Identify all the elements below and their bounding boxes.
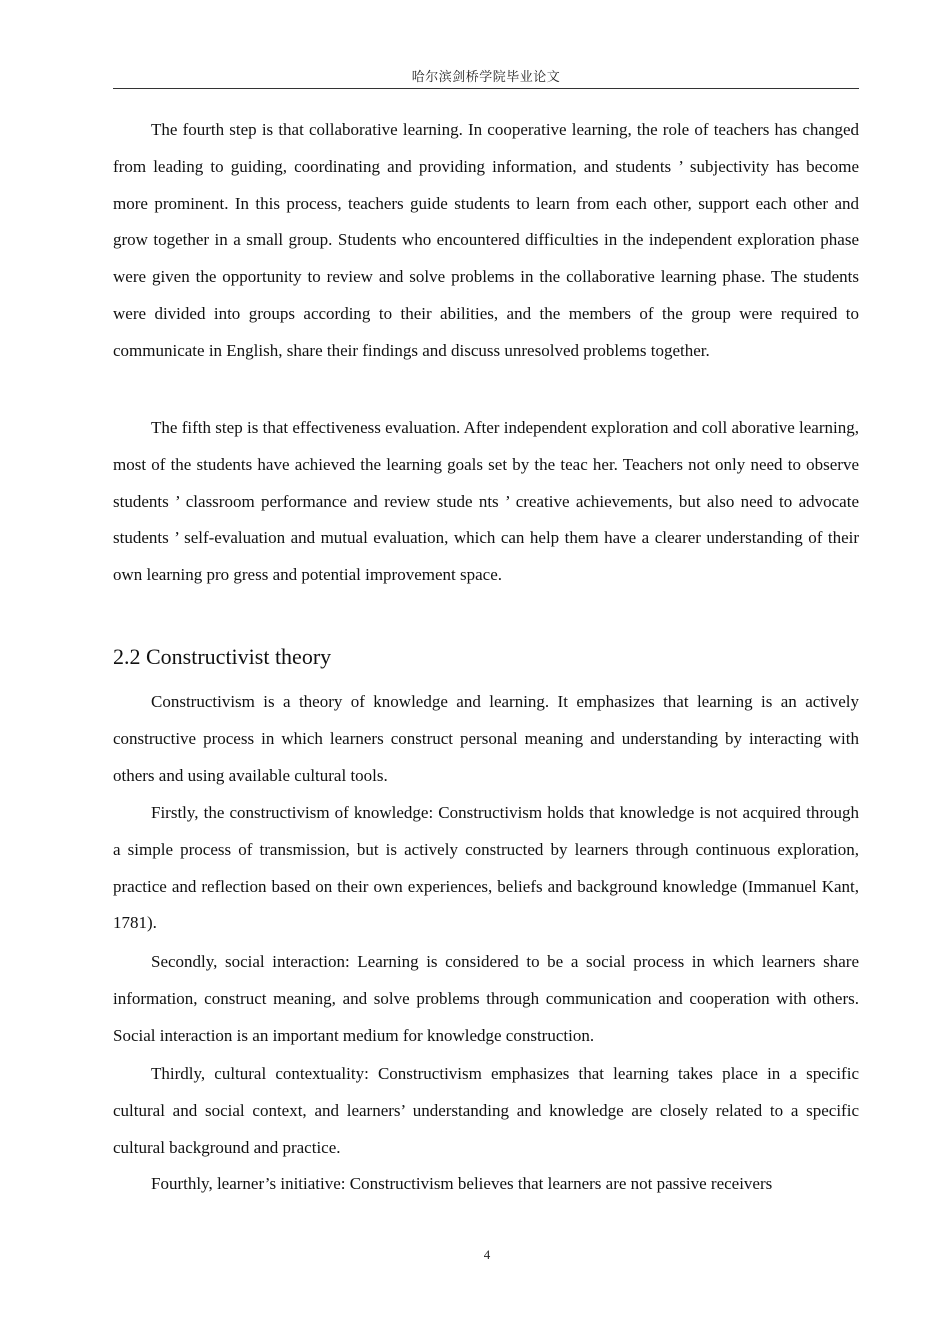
page-header-title: 哈尔滨剑桥学院毕业论文 <box>411 70 561 85</box>
paragraph-fourth-step: The fourth step is that collaborative learning. In cooperative learning, the role of teachers has changed from leading to guiding, coordinating and providing information, and students ’ subjectivity has become more prominent. In this process, teachers guide students to learn from each other, support each other and grow together in a small group. Students who encountered difficulties in the independent exploration phase were given the opportunity to review and solve problems in the collaborative learning phase. The students were divided into groups according to their abilities, and the members of the group were required to communicate in English, share their findings and discuss unresolved problems together. <box>113 120 859 360</box>
paragraph-fifth-step: The fifth step is that effectiveness evaluation. After independent exploration and coll aborative learning, most of the students have achieved the learning goals set by the teac her. Teachers not only need to observe students ’ classroom performance and review stude nts ’ creative achievements, but also need to advocate students ’ self-evaluation and mutual evaluation, which can help them have a clearer understanding of their own learning pro gress and potential improvement space. <box>113 418 859 585</box>
section-heading: 2.2 Constructivist theory <box>113 644 332 669</box>
page-number: 4 <box>483 1247 491 1262</box>
paragraph-thirdly: Thirdly, cultural contextuality: Constructivism emphasizes that learning takes place in a specific cultural and social context, and learners’ understanding and knowledge are closely related to a specific cultural background and practice. <box>113 1064 859 1157</box>
paragraph-constructivism-intro: Constructivism is a theory of knowledge and learning. It emphasizes that learning is an actively constructive process in which learners construct personal meaning and understanding by interacting with others and using available cultural tools. <box>113 692 859 785</box>
paragraph-firstly: Firstly, the constructivism of knowledge: Constructivism holds that knowledge is not acquired through a simple process of transmission, but is actively constructed by learners through continuous exploration, practice and reflection based on their own experiences, beliefs and background knowledge (Immanuel Kant, 1781). <box>113 803 859 933</box>
header-divider <box>113 88 859 89</box>
paragraph-secondly: Secondly, social interaction: Learning is considered to be a social process in which learners share information, construct meaning, and solve problems through communication and cooperation with others. Social interaction is an important medium for knowledge construction. <box>113 952 859 1045</box>
paragraph-fourthly: Fourthly, learner’s initiative: Constructivism believes that learners are not passive receivers <box>151 1174 773 1193</box>
